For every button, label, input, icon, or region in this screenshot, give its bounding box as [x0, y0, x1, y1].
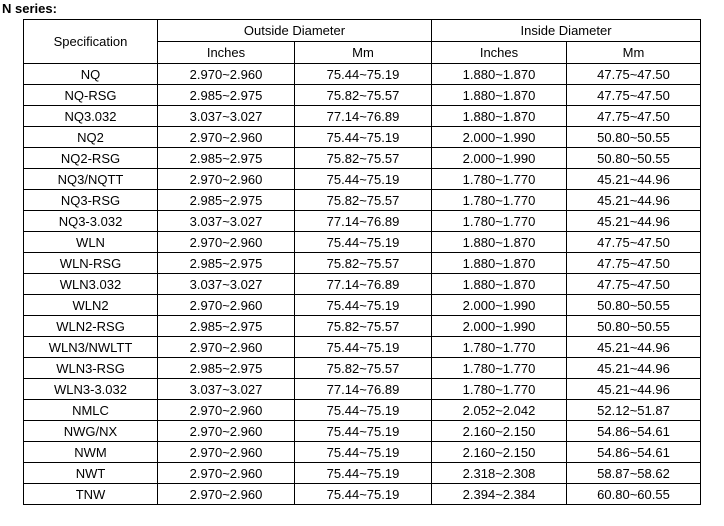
specification-cell: NWM — [24, 442, 158, 463]
id-mm-cell: 47.75~47.50 — [567, 253, 701, 274]
id-mm-cell: 45.21~44.96 — [567, 169, 701, 190]
specification-cell: NWT — [24, 463, 158, 484]
table-row — [24, 421, 701, 442]
table-row — [24, 190, 701, 211]
id-mm-cell: 47.75~47.50 — [567, 106, 701, 127]
id-mm-cell: 60.80~60.55 — [567, 484, 701, 505]
od-inches-cell: 2.985~2.975 — [158, 148, 295, 169]
table-row — [24, 211, 701, 232]
id-mm-cell: 45.21~44.96 — [567, 358, 701, 379]
id-mm-cell: 47.75~47.50 — [567, 85, 701, 106]
table-row — [24, 106, 701, 127]
od-mm-cell: 75.44~75.19 — [295, 232, 432, 253]
specification-cell: NQ3/NQTT — [24, 169, 158, 190]
id-inches-cell: 1.880~1.870 — [432, 232, 567, 253]
table-row — [24, 316, 701, 337]
id-inches-cell: 1.780~1.770 — [432, 337, 567, 358]
specification-cell: WLN3-3.032 — [24, 379, 158, 400]
od-inches-cell: 2.985~2.975 — [158, 190, 295, 211]
table-row — [24, 127, 701, 148]
id-mm-cell: 58.87~58.62 — [567, 463, 701, 484]
id-inches-cell: 2.160~2.150 — [432, 442, 567, 463]
specification-cell: WLN-RSG — [24, 253, 158, 274]
specification-cell: WLN3-RSG — [24, 358, 158, 379]
specification-cell: WLN2 — [24, 295, 158, 316]
inside-diameter-header: Inside Diameter — [432, 20, 701, 42]
id-inches-header: Inches — [432, 42, 567, 64]
outside-diameter-header: Outside Diameter — [158, 20, 432, 42]
specification-cell: NQ3.032 — [24, 106, 158, 127]
id-inches-cell: 1.780~1.770 — [432, 190, 567, 211]
od-mm-cell: 77.14~76.89 — [295, 379, 432, 400]
od-inches-cell: 2.970~2.960 — [158, 400, 295, 421]
od-mm-cell: 75.44~75.19 — [295, 337, 432, 358]
table-row — [24, 379, 701, 400]
table-row — [24, 274, 701, 295]
table-row — [24, 169, 701, 190]
od-mm-cell: 75.82~75.57 — [295, 85, 432, 106]
specification-cell: WLN2-RSG — [24, 316, 158, 337]
od-mm-cell: 75.82~75.57 — [295, 253, 432, 274]
od-mm-cell: 75.82~75.57 — [295, 358, 432, 379]
section-heading: N series: — [2, 1, 57, 16]
od-inches-cell: 2.970~2.960 — [158, 484, 295, 505]
od-inches-cell: 2.970~2.960 — [158, 64, 295, 85]
table-row — [24, 442, 701, 463]
od-inches-cell: 3.037~3.027 — [158, 379, 295, 400]
id-inches-cell: 1.780~1.770 — [432, 169, 567, 190]
od-mm-cell: 75.44~75.19 — [295, 442, 432, 463]
od-inches-cell: 2.985~2.975 — [158, 253, 295, 274]
table-row — [24, 148, 701, 169]
specification-cell: NMLC — [24, 400, 158, 421]
specification-header: Specification — [24, 20, 158, 64]
od-mm-cell: 75.82~75.57 — [295, 190, 432, 211]
id-mm-cell: 47.75~47.50 — [567, 274, 701, 295]
od-inches-cell: 3.037~3.027 — [158, 274, 295, 295]
id-inches-cell: 1.780~1.770 — [432, 358, 567, 379]
od-mm-cell: 75.44~75.19 — [295, 127, 432, 148]
od-mm-cell: 75.44~75.19 — [295, 169, 432, 190]
od-inches-cell: 2.970~2.960 — [158, 295, 295, 316]
table-row — [24, 253, 701, 274]
od-inches-header: Inches — [158, 42, 295, 64]
specification-cell: NQ2 — [24, 127, 158, 148]
od-mm-cell: 75.44~75.19 — [295, 484, 432, 505]
od-mm-cell: 75.44~75.19 — [295, 295, 432, 316]
id-mm-header: Mm — [567, 42, 701, 64]
id-mm-cell: 47.75~47.50 — [567, 64, 701, 85]
od-inches-cell: 3.037~3.027 — [158, 106, 295, 127]
od-inches-cell: 2.985~2.975 — [158, 358, 295, 379]
table-row — [24, 85, 701, 106]
id-inches-cell: 2.000~1.990 — [432, 295, 567, 316]
id-mm-cell: 52.12~51.87 — [567, 400, 701, 421]
specification-cell: TNW — [24, 484, 158, 505]
od-inches-cell: 2.970~2.960 — [158, 463, 295, 484]
id-mm-cell: 45.21~44.96 — [567, 337, 701, 358]
table-row — [24, 232, 701, 253]
id-inches-cell: 2.318~2.308 — [432, 463, 567, 484]
id-mm-cell: 47.75~47.50 — [567, 232, 701, 253]
table-row — [24, 484, 701, 505]
id-inches-cell: 2.160~2.150 — [432, 421, 567, 442]
id-inches-cell: 2.000~1.990 — [432, 316, 567, 337]
od-inches-cell: 2.970~2.960 — [158, 169, 295, 190]
od-inches-cell: 2.970~2.960 — [158, 421, 295, 442]
od-mm-header: Mm — [295, 42, 432, 64]
od-inches-cell: 2.985~2.975 — [158, 85, 295, 106]
id-mm-cell: 54.86~54.61 — [567, 421, 701, 442]
od-inches-cell: 2.970~2.960 — [158, 337, 295, 358]
id-mm-cell: 45.21~44.96 — [567, 211, 701, 232]
od-mm-cell: 75.82~75.57 — [295, 148, 432, 169]
id-inches-cell: 1.780~1.770 — [432, 211, 567, 232]
od-inches-cell: 3.037~3.027 — [158, 211, 295, 232]
specification-cell: WLN3/NWLTT — [24, 337, 158, 358]
specification-cell: NQ3-3.032 — [24, 211, 158, 232]
specification-cell: WLN — [24, 232, 158, 253]
specification-cell: NQ2-RSG — [24, 148, 158, 169]
id-inches-cell: 2.000~1.990 — [432, 148, 567, 169]
table-row — [24, 400, 701, 421]
id-mm-cell: 50.80~50.55 — [567, 127, 701, 148]
id-inches-cell: 1.880~1.870 — [432, 253, 567, 274]
id-inches-cell: 1.880~1.870 — [432, 64, 567, 85]
id-inches-cell: 1.780~1.770 — [432, 379, 567, 400]
table-row — [24, 64, 701, 85]
id-inches-cell: 1.880~1.870 — [432, 106, 567, 127]
od-mm-cell: 75.82~75.57 — [295, 316, 432, 337]
od-mm-cell: 75.44~75.19 — [295, 400, 432, 421]
specification-cell: WLN3.032 — [24, 274, 158, 295]
table-body — [24, 64, 701, 505]
id-inches-cell: 2.000~1.990 — [432, 127, 567, 148]
od-mm-cell: 77.14~76.89 — [295, 211, 432, 232]
table-row — [24, 358, 701, 379]
od-inches-cell: 2.970~2.960 — [158, 232, 295, 253]
od-inches-cell: 2.970~2.960 — [158, 127, 295, 148]
specification-cell: NWG/NX — [24, 421, 158, 442]
od-mm-cell: 77.14~76.89 — [295, 274, 432, 295]
specification-cell: NQ — [24, 64, 158, 85]
id-mm-cell: 50.80~50.55 — [567, 316, 701, 337]
id-inches-cell: 2.052~2.042 — [432, 400, 567, 421]
id-inches-cell: 1.880~1.870 — [432, 85, 567, 106]
id-inches-cell: 2.394~2.384 — [432, 484, 567, 505]
id-mm-cell: 54.86~54.61 — [567, 442, 701, 463]
id-inches-cell: 1.880~1.870 — [432, 274, 567, 295]
specification-cell: NQ3-RSG — [24, 190, 158, 211]
od-mm-cell: 75.44~75.19 — [295, 64, 432, 85]
id-mm-cell: 50.80~50.55 — [567, 148, 701, 169]
n-series-spec-table — [23, 19, 701, 505]
table-row — [24, 463, 701, 484]
od-mm-cell: 75.44~75.19 — [295, 463, 432, 484]
od-mm-cell: 75.44~75.19 — [295, 421, 432, 442]
od-inches-cell: 2.985~2.975 — [158, 316, 295, 337]
id-mm-cell: 45.21~44.96 — [567, 190, 701, 211]
table-row — [24, 337, 701, 358]
od-inches-cell: 2.970~2.960 — [158, 442, 295, 463]
id-mm-cell: 50.80~50.55 — [567, 295, 701, 316]
specification-cell: NQ-RSG — [24, 85, 158, 106]
od-mm-cell: 77.14~76.89 — [295, 106, 432, 127]
id-mm-cell: 45.21~44.96 — [567, 379, 701, 400]
table-row — [24, 295, 701, 316]
